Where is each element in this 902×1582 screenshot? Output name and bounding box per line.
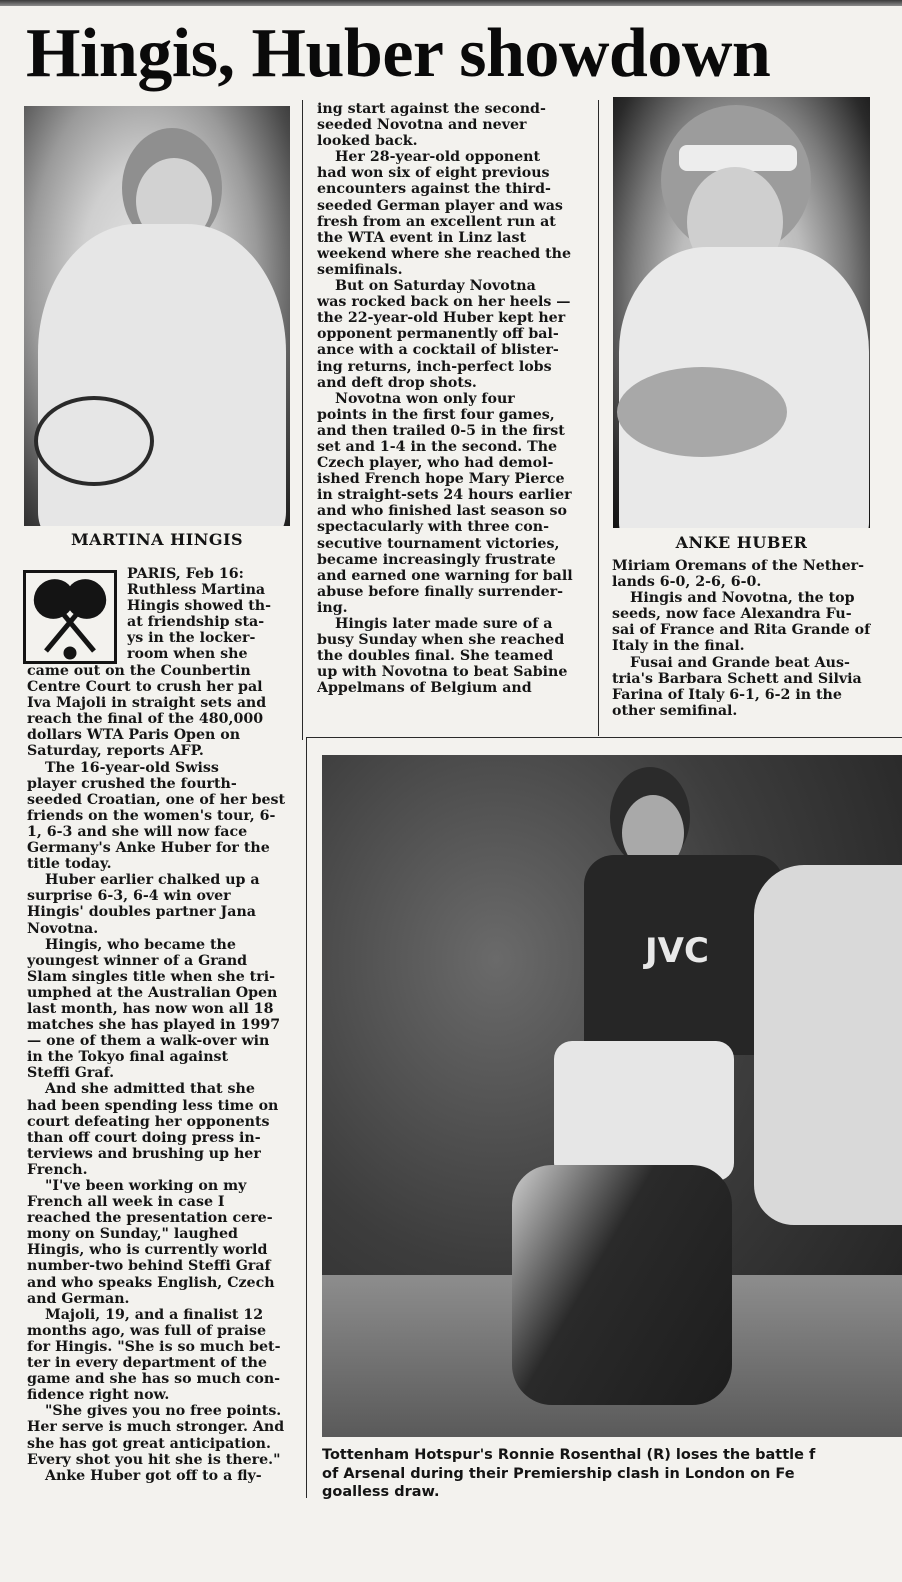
column3-line: Fusai and Grande beat Aus-	[630, 654, 850, 671]
column2-line: the 22-year-old Huber kept her	[317, 310, 566, 327]
headline: Hingis, Huber showdown	[26, 15, 771, 92]
column3-line: Farina of Italy 6-1, 6-2 in the	[612, 686, 842, 703]
column2-line: encounters against the third-	[317, 181, 551, 198]
column2-line: the doubles final. She teamed	[317, 648, 554, 665]
column1-line: Iva Majoli in straight sets and	[27, 695, 267, 712]
column2-line: up with Novotna to beat Sabine	[317, 664, 568, 681]
column1-line: The 16-year-old Swiss	[45, 759, 219, 776]
column3-line: lands 6-0, 2-6, 6-0.	[612, 574, 762, 591]
column2-line: Appelmans of Belgium and	[317, 680, 532, 697]
column1-line: she has got great anticipation.	[27, 1435, 271, 1452]
column1-line: Hingis' doubles partner Jana	[27, 904, 256, 921]
column3-line: sai of France and Rita Grande of	[612, 622, 871, 639]
column2-line: But on Saturday Novotna	[335, 278, 536, 295]
column1-line: — one of them a walk-over win	[27, 1033, 270, 1050]
soccer-photo	[322, 755, 902, 1437]
column1-line: for Hingis. "She is so much bet-	[27, 1338, 281, 1355]
column1-line: youngest winner of a Grand	[27, 952, 248, 969]
column3-line: other semifinal.	[612, 702, 738, 719]
column1-line: fidence right now.	[27, 1387, 170, 1404]
column2-line: Czech player, who had demol-	[317, 455, 554, 472]
column1-line: game and she has so much con-	[27, 1371, 281, 1388]
column3-line: seeds, now face Alexandra Fu-	[612, 606, 852, 623]
column2-line: and earned one warning for ball	[317, 567, 573, 584]
column3-body	[612, 558, 874, 719]
column2-line: ing start against the second-	[317, 101, 546, 117]
column2-line: Hingis later made sure of a	[335, 616, 553, 632]
column2-line: looked back.	[317, 133, 418, 150]
column1-line: player crushed the fourth-	[27, 775, 237, 792]
column2-line: set and 1-4 in the second. The	[317, 438, 558, 455]
column1-line: reach the final of the 480,000	[27, 711, 264, 728]
column2-line: ing returns, inch-perfect lobs	[317, 358, 552, 375]
crossed-tennis-rackets-icon	[26, 573, 114, 661]
column2-line: was rocked back on her heels —	[317, 294, 571, 311]
column1-line: Anke Huber got off to a fly-	[45, 1467, 262, 1484]
column1-line: reached the presentation cere-	[27, 1210, 273, 1227]
column2-line: busy Sunday when she reached	[317, 632, 565, 649]
column1-line: Steffi Graf.	[27, 1065, 115, 1082]
column1-line: terviews and brushing up her	[27, 1145, 261, 1162]
column3-line: tria's Barbara Schett and Silvia	[612, 670, 862, 687]
column1-lead-line: room when she	[127, 646, 248, 663]
column1-line: "She gives you no free points.	[45, 1403, 282, 1420]
column1-line: title today.	[27, 856, 112, 873]
column1-line: French.	[27, 1161, 88, 1178]
column1-line: Huber earlier chalked up a	[45, 872, 260, 889]
column2-line: in straight-sets 24 hours earlier	[317, 487, 572, 504]
column2-line: abuse before finally surrender-	[317, 583, 564, 600]
column2-line: became increasingly frustrate	[317, 551, 556, 568]
column1-line: Her serve is much stronger. And	[27, 1419, 285, 1436]
column2-line: seeded German player and was	[317, 197, 563, 214]
caption-line: of Arsenal during their Premiership clash in London on Fe	[322, 1465, 795, 1482]
column2-line: had won six of eight previous	[317, 165, 550, 182]
opponent-shape	[754, 865, 902, 1225]
column1-line: "I've been working on my	[45, 1178, 247, 1194]
player-shorts-shape	[554, 1041, 734, 1181]
column1-lead-line: Hingis showed th-	[127, 598, 271, 615]
column2-line: Her 28-year-old opponent	[335, 149, 540, 166]
huber-arm-shape	[617, 367, 787, 457]
column-rule-lower	[306, 738, 307, 1498]
column2-line: points in the first four games,	[317, 406, 555, 423]
column2-line: opponent permanently off bal-	[317, 326, 559, 343]
top-edge-strip	[0, 0, 902, 6]
column3-line: Italy in the final.	[612, 638, 745, 655]
column1-line: Novotna.	[27, 920, 99, 937]
tennis-logo-box	[23, 570, 117, 664]
column2-line: and who finished last season so	[317, 503, 567, 520]
column1-line: ter in every department of the	[27, 1355, 267, 1372]
column1-line: Majoli, 19, and a finalist 12	[45, 1306, 264, 1323]
column1-line: mony on Sunday," laughed	[27, 1226, 238, 1243]
column2-line: weekend where she reached the	[317, 245, 571, 262]
column2-body	[317, 101, 584, 696]
column3-line: Hingis and Novotna, the top	[630, 590, 855, 607]
column1-line: Germany's Anke Huber for the	[27, 840, 270, 857]
column1-line: umphed at the Australian Open	[27, 984, 278, 1001]
column1-lead-line: Ruthless Martina	[127, 582, 266, 599]
column1-lead	[127, 566, 289, 663]
player-shirt-text: JVC	[645, 931, 709, 971]
column2-line: Novotna won only four	[335, 390, 515, 407]
column1-line: surprise 6-3, 6-4 win over	[27, 888, 231, 905]
column1-lead-line: PARIS, Feb 16:	[127, 566, 244, 582]
column1-line: last month, has now won all 18	[27, 1000, 274, 1017]
column2-line: ing.	[317, 599, 348, 616]
column1-line: came out on the Counbertin	[27, 663, 251, 679]
column1-line: had been spending less time on	[27, 1097, 279, 1114]
column1-line: Centre Court to crush her pal	[27, 679, 263, 696]
column2-line: and deft drop shots.	[317, 374, 477, 391]
column2-line: ished French hope Mary Pierce	[317, 471, 565, 488]
column1-line: Hingis, who became the	[45, 936, 236, 953]
column1-line: seeded Croatian, one of her best	[27, 791, 286, 808]
column1-line: 1, 6-3 and she will now face	[27, 823, 248, 840]
horizontal-rule-photo-top	[306, 737, 902, 738]
column-rule-mid	[598, 100, 599, 736]
column2-line: ance with a cocktail of blister-	[317, 342, 559, 359]
column1-line: Slam singles title when she tri-	[27, 968, 275, 985]
column1-line: Hingis, who is currently world	[27, 1242, 268, 1259]
column1-line: And she admitted that she	[45, 1081, 255, 1098]
column2-line: semifinals.	[317, 261, 403, 278]
column1-line: and German.	[27, 1290, 130, 1307]
column3-line: Miriam Oremans of the Nether-	[612, 558, 865, 574]
column1-line: French all week in case I	[27, 1194, 225, 1211]
column1-lead-line: ys in the locker-	[127, 630, 256, 647]
column1-line: in the Tokyo final against	[27, 1049, 229, 1066]
column1-line: matches she has played in 1997	[27, 1017, 281, 1034]
player-legs-shape	[512, 1165, 732, 1405]
column1-line: months ago, was full of praise	[27, 1322, 267, 1339]
column-rule-left	[302, 100, 303, 740]
column1-lead-line: at friendship sta-	[127, 614, 265, 631]
column1-line: than off court doing press in-	[27, 1129, 261, 1146]
column2-line: secutive tournament victories,	[317, 535, 560, 552]
column2-line: seeded Novotna and never	[317, 117, 527, 134]
hingis-photo	[24, 106, 290, 526]
column2-line: spectacularly with three con-	[317, 519, 549, 536]
column1-line: number-two behind Steffi Graf	[27, 1258, 271, 1275]
column1-line: Saturday, reports AFP.	[27, 743, 204, 760]
soccer-photo-caption	[322, 1446, 902, 1502]
huber-caption: ANKE HUBER	[675, 533, 808, 552]
column2-line: fresh from an excellent run at	[317, 213, 556, 230]
column1-line: friends on the women's tour, 6-	[27, 807, 276, 824]
caption-line: goalless draw.	[322, 1484, 440, 1500]
column1-line: and who speaks English, Czech	[27, 1274, 275, 1291]
column1-body	[27, 663, 290, 1484]
huber-photo	[613, 97, 870, 528]
column1-line: dollars WTA Paris Open on	[27, 727, 241, 744]
column2-line: the WTA event in Linz last	[317, 229, 527, 246]
caption-line: Tottenham Hotspur's Ronnie Rosenthal (R) loses the battle f	[322, 1447, 816, 1463]
column2-line: and then trailed 0-5 in the first	[317, 422, 565, 439]
column1-line: court defeating her opponents	[27, 1113, 270, 1130]
hingis-caption: MARTINA HINGIS	[70, 530, 244, 549]
racket-shape	[34, 396, 154, 486]
column1-line: Every shot you hit she is there."	[27, 1451, 281, 1468]
